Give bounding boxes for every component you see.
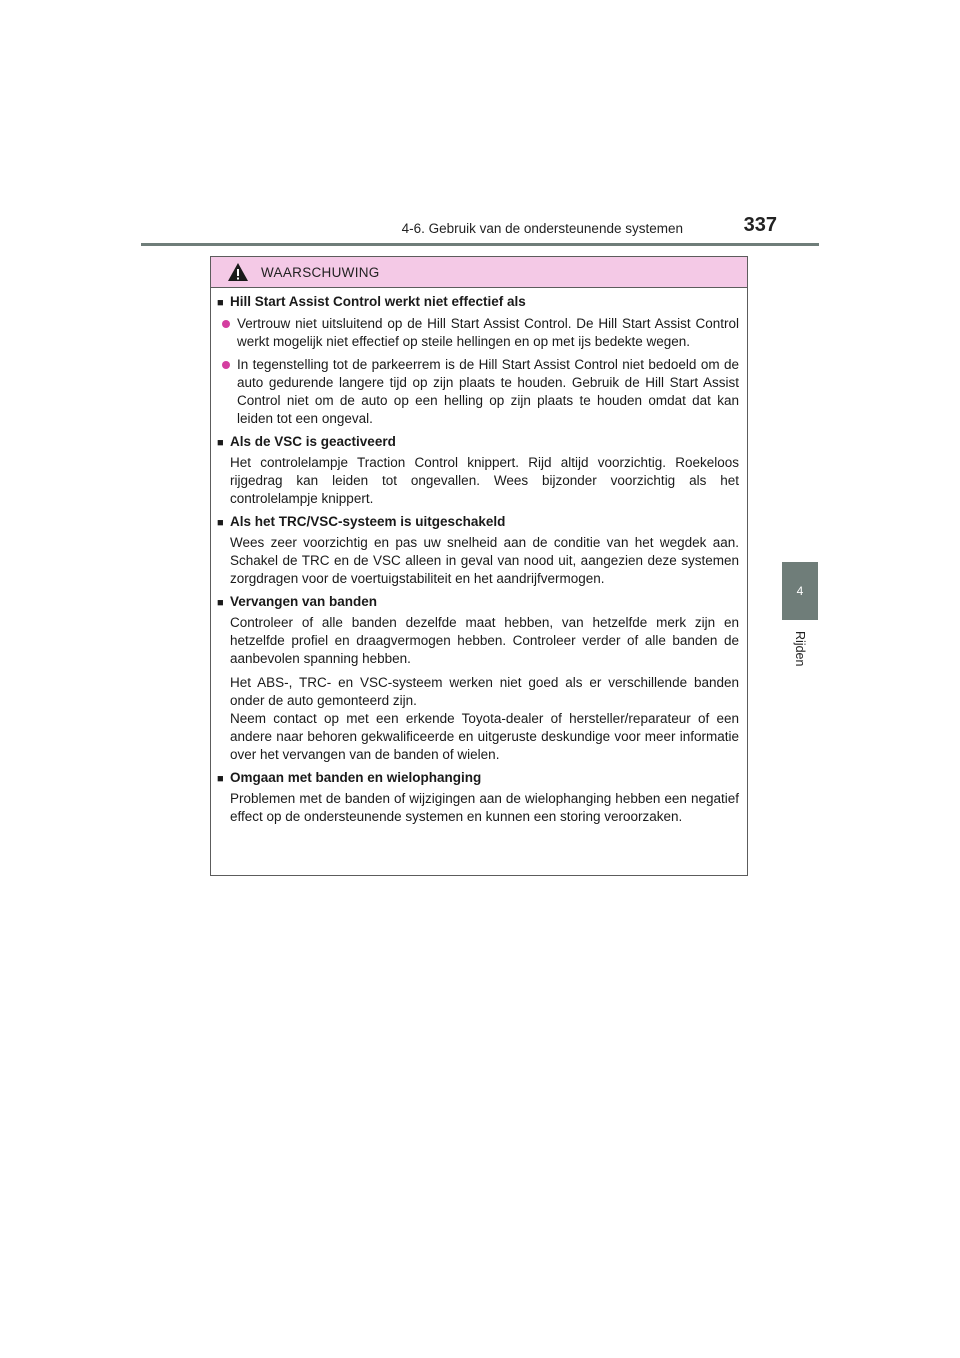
warning-box bbox=[210, 256, 748, 876]
section-paragraph: Neem contact op met een erkende Toyota-dealer of hersteller/reparateur of een andere naar behoren gekwalificeerde en uitgeruste deskundige voor meer informatie over het vervangen van de banden of wielen. bbox=[230, 711, 739, 762]
section-paragraph: Wees zeer voorzichtig en pas uw snelheid aan de conditie van het wegdek aan. Schakel de TRC en de VSC alleen in geval van nood uit, aangezien deze systemen zorgdragen voor de voertuigstabiliteit en het aandrijfvermogen. bbox=[230, 535, 739, 586]
chapter-label: Rijden bbox=[793, 631, 807, 667]
section-paragraph: Het ABS-, TRC- en VSC-systeem werken niet goed als er verschillende banden onder de auto gemonteerd zijn. bbox=[230, 675, 739, 708]
warning-section bbox=[217, 433, 739, 508]
page-header-title: 4-6. Gebruik van de ondersteunende systemen bbox=[401, 221, 683, 236]
chapter-number: 4 bbox=[796, 584, 804, 598]
square-bullet-icon: ■ bbox=[217, 597, 224, 609]
warning-triangle-icon bbox=[227, 262, 249, 282]
page-number: 337 bbox=[743, 214, 777, 236]
warning-section bbox=[217, 513, 739, 588]
square-bullet-icon: ■ bbox=[217, 437, 224, 449]
warning-section bbox=[217, 593, 739, 764]
square-bullet-icon: ■ bbox=[217, 773, 224, 785]
warning-title: WAARSCHUWING bbox=[261, 264, 380, 280]
section-title: Vervangen van banden bbox=[230, 594, 378, 609]
warning-section bbox=[217, 293, 739, 428]
section-paragraph: Het controlelampje Traction Control knippert. Rijd altijd voorzichtig. Roekeloos rijgedrag kan leiden tot ongevallen. Wees bijzonder voorzichtig als het controlelampje knippert. bbox=[230, 455, 739, 506]
list-item-text: Vertrouw niet uitsluitend op de Hill Start Assist Control. De Hill Start Assist Control werkt mogelijk niet effectief op steile hellingen en op met ijs bedekte wegen. bbox=[237, 316, 739, 349]
chapter-tab bbox=[782, 562, 818, 620]
circle-bullet-icon bbox=[222, 320, 230, 328]
list-item bbox=[222, 315, 739, 351]
section-title: Hill Start Assist Control werkt niet effectief als bbox=[230, 294, 526, 309]
section-title: Als het TRC/VSC-systeem is uitgeschakeld bbox=[230, 514, 506, 529]
list-item bbox=[222, 356, 739, 428]
warning-section bbox=[217, 769, 739, 826]
section-title: Omgaan met banden en wielophanging bbox=[230, 770, 482, 785]
circle-bullet-icon bbox=[222, 361, 230, 369]
section-title: Als de VSC is geactiveerd bbox=[230, 434, 396, 449]
square-bullet-icon: ■ bbox=[217, 297, 224, 309]
warning-header bbox=[211, 257, 747, 288]
header-divider bbox=[141, 243, 819, 246]
square-bullet-icon: ■ bbox=[217, 517, 224, 529]
section-paragraph: Problemen met de banden of wijzigingen aan de wielophanging hebben een negatief effect op de ondersteunende systemen en kunnen een storing veroorzaken. bbox=[230, 791, 739, 824]
warning-body bbox=[211, 288, 747, 826]
list-item-text: In tegenstelling tot de parkeerrem is de Hill Start Assist Control niet bedoeld om de auto gedurende langere tijd op zijn plaats te houden. Gebruik de Hill Start Assist Control niet om de auto op een helling op zijn plaats te houden omdat dat kan leiden tot een ongeval. bbox=[237, 357, 739, 426]
section-paragraph: Controleer of alle banden dezelfde maat hebben, van hetzelfde merk zijn en hetzelfde profiel en draagvermogen hebben. Controleer verder of alle banden de aanbevolen spanning hebben. bbox=[230, 615, 739, 666]
